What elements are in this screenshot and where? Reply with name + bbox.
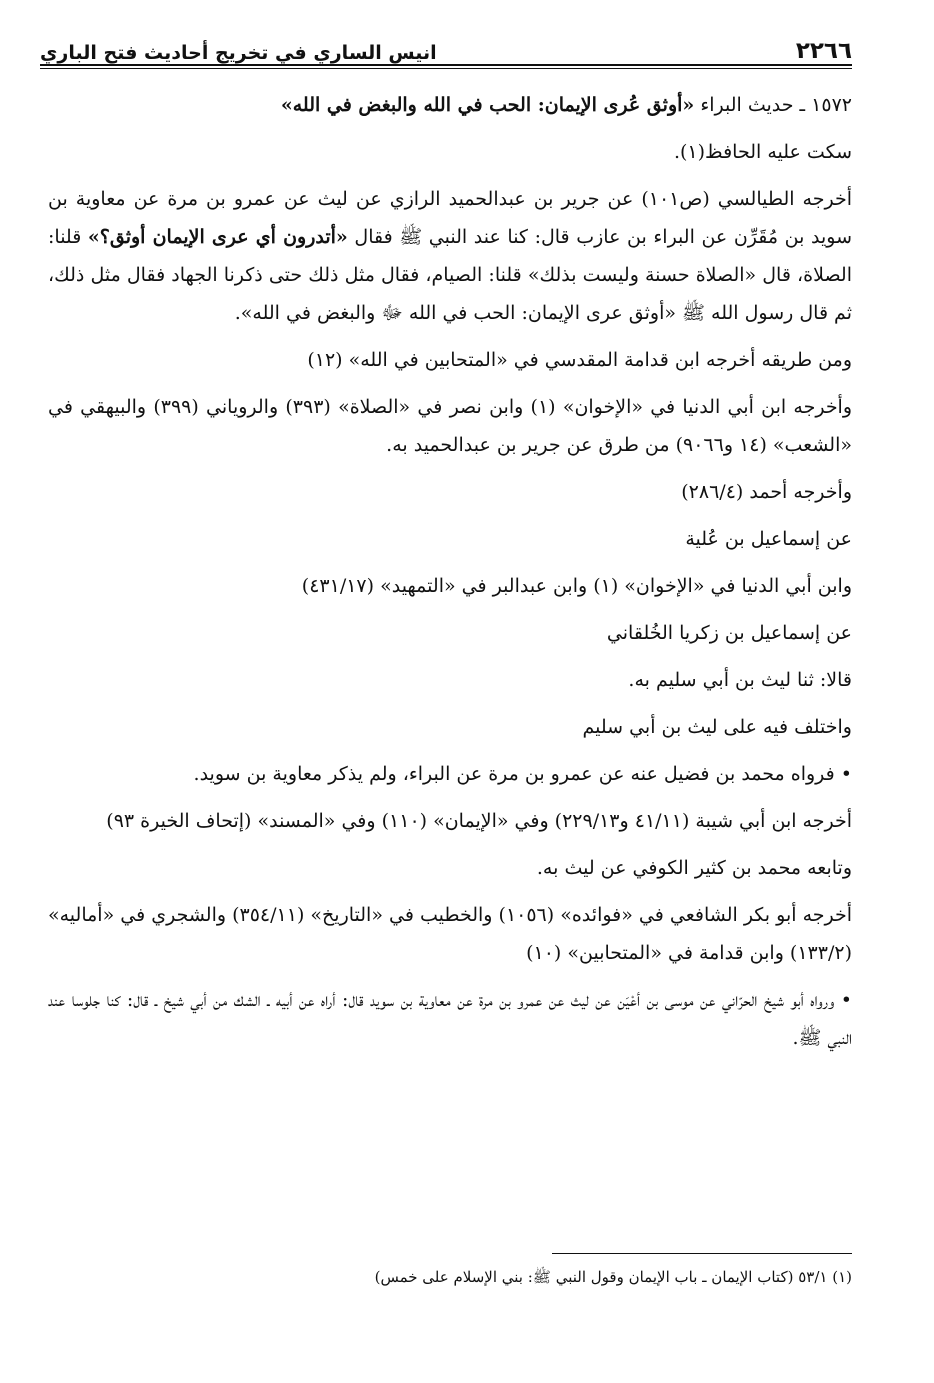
footnote-rule: [552, 1253, 852, 1254]
page-header: [40, 24, 852, 64]
paragraph: أخرجه ابن أبي شيبة (٤١/١١ و٢٢٩/١٣) وفي «الإيمان» (١١٠) وفي «المسند» (إتحاف الخيرة ٩٣): [106, 810, 852, 832]
footnote: (١) ٥٣/١ (كتاب الإيمان ـ باب الإيمان وقول النبي ﷺ: بني الإسلام على خمس): [374, 1268, 852, 1286]
paragraph: عن إسماعيل بن عُلية: [685, 528, 852, 550]
paragraph: وأخرجه ابن أبي الدنيا في «الإخوان» (١) وابن نصر في «الصلاة» (٣٩٣) والروياني (٣٩٩) والبيهقي في «الشعب» (١٤ و٩٠٦٦) من طرق عن جرير بن عبدالحميد به.: [48, 396, 853, 456]
paragraph: أخرجه أبو بكر الشافعي في «فوائده» (١٠٥٦) والخطيب في «التاريخ» (٣٥٤/١١) والشجري في «أماليه» (١٣٣/٢) وابن قدامة في «المتحابين» (١٠): [48, 904, 853, 964]
paragraph: أخرجه الطيالسي (ص١٠١) عن جرير بن عبدالحميد الرازي عن ليث عن عمرو بن مرة عن معاوية بن سويد بن مُقَرِّن عن البراء بن عازب قال: كنا عند النبي ﷺ فقال «أتدرون أي عرى الإيمان أوثق؟» قلنا: الصلاة، قال «الصلاة حسنة وليست بذلك» قلنا: الصيام، فقال مثل ذلك حتى ذكرنا الجهاد فقال مثل ذلك، ثم قال رسول الله ﷺ «أوثق عرى الإيمان: الحب في الله ﷻ والبغض في الله».: [48, 188, 852, 324]
paragraph: عن إسماعيل بن زكريا الخُلقاني: [606, 622, 852, 644]
running-title: انيس الساري في تخريج أحاديث فتح الباري: [40, 42, 437, 64]
paragraph: ومن طريقه أخرجه ابن قدامة المقدسي في «المتحابين في الله» (١٢): [307, 349, 852, 371]
paragraph: • ورواه أبو شيخ الحرّاني عن موسى بن أعْيَن عن ليث عن عمرو بن مرة عن معاوية بن سويد قال: أراه عن أبيه ـ الشك من أبي شيخ ـ قال: كنا جلوسا عند النبي ﷺ.: [48, 989, 852, 1049]
page-body: [48, 86, 852, 1066]
paragraph: سكت عليه الحافظ(١).: [673, 141, 852, 163]
hadith-heading: ١٥٧٢ ـ حديث البراء «أوثق عُرى الإيمان: الحب في الله والبغض في الله»: [280, 94, 852, 116]
paragraph: • فرواه محمد بن فضيل عنه عن عمرو بن مرة عن البراء، ولم يذكر معاوية بن سويد.: [193, 763, 852, 785]
page-number: ٢٢٦٦: [795, 38, 852, 64]
header-rule-thin: [40, 68, 852, 69]
paragraph: واختلف فيه على ليث بن أبي سليم: [582, 716, 852, 738]
paragraph: وأخرجه أحمد (٢٨٦/٤): [681, 481, 852, 503]
header-rule: [40, 64, 852, 66]
paragraph: وابن أبي الدنيا في «الإخوان» (١) وابن عبدالبر في «التمهيد» (٤٣١/١٧): [301, 575, 852, 597]
paragraph: وتابعه محمد بن كثير الكوفي عن ليث به.: [536, 857, 852, 879]
paragraph: قالا: ثنا ليث بن أبي سليم به.: [628, 669, 852, 691]
